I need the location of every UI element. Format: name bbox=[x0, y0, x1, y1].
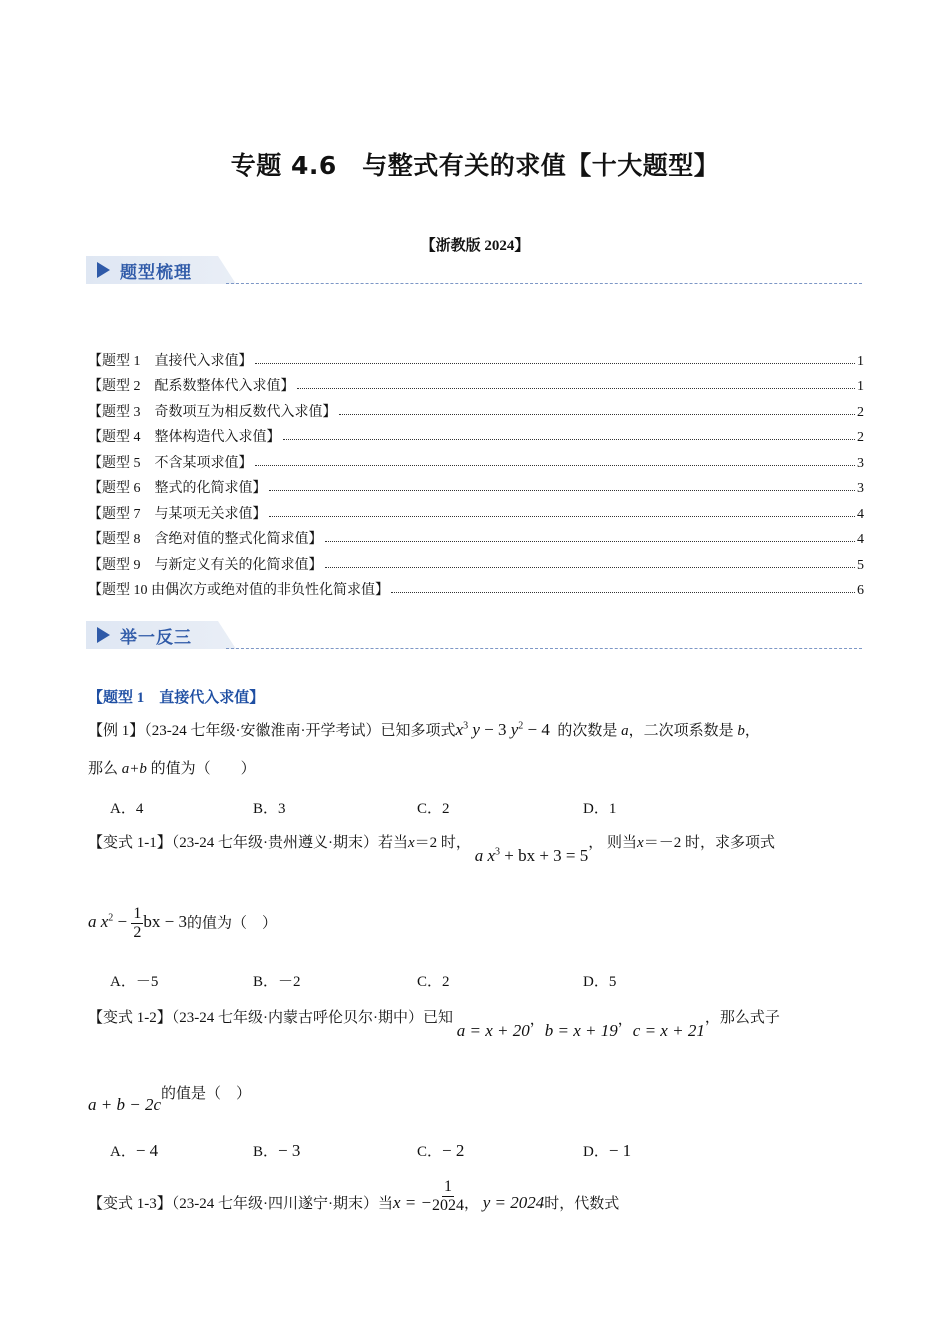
toc-item-title: 【题型 3 奇数项互为相反数代入求值】 bbox=[88, 404, 337, 420]
toc-leader bbox=[255, 465, 856, 466]
var-b: b bbox=[737, 723, 745, 739]
toc-item-title: 【题型 6 整式的化简求值】 bbox=[88, 481, 267, 496]
toc-item[interactable] bbox=[88, 497, 864, 523]
toc-page-number: 3 bbox=[857, 481, 864, 496]
toc-page-number: 4 bbox=[857, 532, 864, 547]
toc-leader bbox=[339, 414, 856, 415]
toc-item-title: 【题型 7 与某项无关求值】 bbox=[88, 506, 267, 522]
toc-leader bbox=[283, 439, 856, 440]
toc-item[interactable] bbox=[88, 370, 864, 396]
toc-item-title: 【题型 9 与新定义有关的化简求值】 bbox=[88, 557, 323, 573]
toc-leader bbox=[297, 388, 856, 389]
toc-item[interactable] bbox=[88, 548, 864, 574]
toc-leader bbox=[391, 592, 855, 593]
toc-item-title: 【题型 5 不含某项求值】 bbox=[88, 455, 253, 471]
toc-item[interactable] bbox=[88, 421, 864, 447]
variant-1-2-line2: a + b − 2c的值是（ ） bbox=[88, 1086, 252, 1114]
banner-divider bbox=[226, 648, 862, 649]
toc-item-title: 【题型 1 直接代入求值】 bbox=[88, 353, 253, 369]
toc-item-title: 【题型 10 由偶次方或绝对值的非负性化简求值】 bbox=[88, 583, 389, 598]
toc-page-number: 4 bbox=[857, 506, 864, 522]
option-c[interactable]: C．2 bbox=[417, 974, 450, 990]
banner-examples bbox=[86, 621, 862, 651]
option-d[interactable]: D．5 bbox=[583, 974, 617, 990]
toc-page-number: 2 bbox=[857, 430, 864, 445]
variant-1-2-text: 【变式 1-2】（23-24 七年级·内蒙古呼伦贝尔·期中）已知 a = x + 20，b = x + 19，c = x + 21，那么式子 bbox=[88, 1010, 780, 1040]
banner-toc bbox=[86, 256, 862, 286]
banner-examples-label: 举一反三 bbox=[120, 628, 192, 648]
option-c[interactable]: C．2 bbox=[417, 801, 450, 817]
option-d[interactable]: D．− 1 bbox=[583, 1141, 632, 1160]
toc-item[interactable] bbox=[88, 446, 864, 472]
example-1-line2: 那么 a+b 的值为（ ） bbox=[88, 761, 256, 777]
toc-page-number: 6 bbox=[857, 583, 864, 598]
toc-item[interactable] bbox=[88, 395, 864, 421]
example-1-text: 【例 1】（23-24 七年级·安徽淮南·开学考试）已知多项式$x^3$ y − 3 $y^2 - 4$ 的次数是 a，二次项系数是 b， bbox=[88, 720, 760, 739]
toc-page-number: 2 bbox=[857, 404, 864, 420]
toc-page-number: 5 bbox=[857, 557, 864, 573]
example-tag: 【例 1】 bbox=[88, 723, 145, 739]
edition-label: 【浙教版 2024】 bbox=[420, 238, 530, 254]
polynomial: $x^3$ y − 3 $y^2 - 4$ bbox=[455, 720, 550, 739]
option-b[interactable]: B．3 bbox=[253, 801, 286, 817]
fraction: $\frac{1}{2024}$ bbox=[432, 1178, 464, 1214]
play-triangle-icon bbox=[97, 262, 110, 278]
option-a[interactable]: A．－5 bbox=[110, 974, 159, 990]
toc-leader bbox=[325, 541, 856, 542]
option-a[interactable]: A．4 bbox=[110, 801, 144, 817]
page-title: 专题 4.6 与整式有关的求值【十大题型】 bbox=[230, 151, 720, 180]
option-c[interactable]: C．− 2 bbox=[417, 1141, 465, 1160]
toc-leader bbox=[325, 567, 856, 568]
option-b[interactable]: B．− 3 bbox=[253, 1141, 301, 1160]
option-d[interactable]: D．1 bbox=[583, 801, 617, 817]
variant-1-1-text: 【变式 1-1】（23-24 七年级·贵州遵义·期末）若当x＝2 时， a $x^3$ + bx + 3 = 5， 则当x＝－2 时，求多项式 bbox=[88, 835, 775, 865]
toc-item-title: 【题型 8 含绝对值的整式化简求值】 bbox=[88, 532, 323, 547]
toc-item[interactable] bbox=[88, 523, 864, 549]
option-b[interactable]: B．－2 bbox=[253, 974, 301, 990]
target-polynomial: a $x^2$ − $\frac{1}{2}$ bx − 3 bbox=[88, 905, 187, 941]
banner-divider bbox=[226, 283, 862, 284]
table-of-contents bbox=[88, 344, 864, 599]
toc-item-title: 【题型 4 整体构造代入求值】 bbox=[88, 430, 281, 445]
toc-leader bbox=[255, 363, 856, 364]
toc-item[interactable] bbox=[88, 472, 864, 498]
toc-item[interactable] bbox=[88, 574, 864, 600]
toc-item[interactable] bbox=[88, 344, 864, 370]
play-triangle-icon bbox=[97, 627, 110, 643]
toc-item-title: 【题型 2 配系数整体代入求值】 bbox=[88, 379, 295, 394]
toc-page-number: 3 bbox=[857, 455, 864, 471]
toc-page-number: 1 bbox=[857, 353, 864, 369]
toc-page-number: 1 bbox=[857, 379, 864, 394]
condition-equation: a $x^3$ + bx + 3 = 5 bbox=[474, 846, 589, 865]
banner-toc-label: 题型梳理 bbox=[120, 263, 192, 283]
option-a[interactable]: A．− 4 bbox=[110, 1141, 159, 1160]
toc-leader bbox=[269, 516, 856, 517]
section-heading: 【题型 1 直接代入求值】 bbox=[88, 690, 265, 706]
variant-1-1-line2: a $x^2$ − $\frac{1}{2}$ bx − 3的值为（ ） bbox=[88, 905, 277, 941]
var-a: a bbox=[621, 723, 629, 739]
example-source: （23-24 七年级·安徽淮南·开学考试）已知多项式 bbox=[144, 723, 456, 739]
variant-1-3-text: 【变式 1-3】（23-24 七年级·四川遂宁·期末）当x = − $\frac{1}{2024}$ ， y = 2024时，代数式 bbox=[88, 1178, 620, 1214]
toc-leader bbox=[269, 490, 856, 491]
